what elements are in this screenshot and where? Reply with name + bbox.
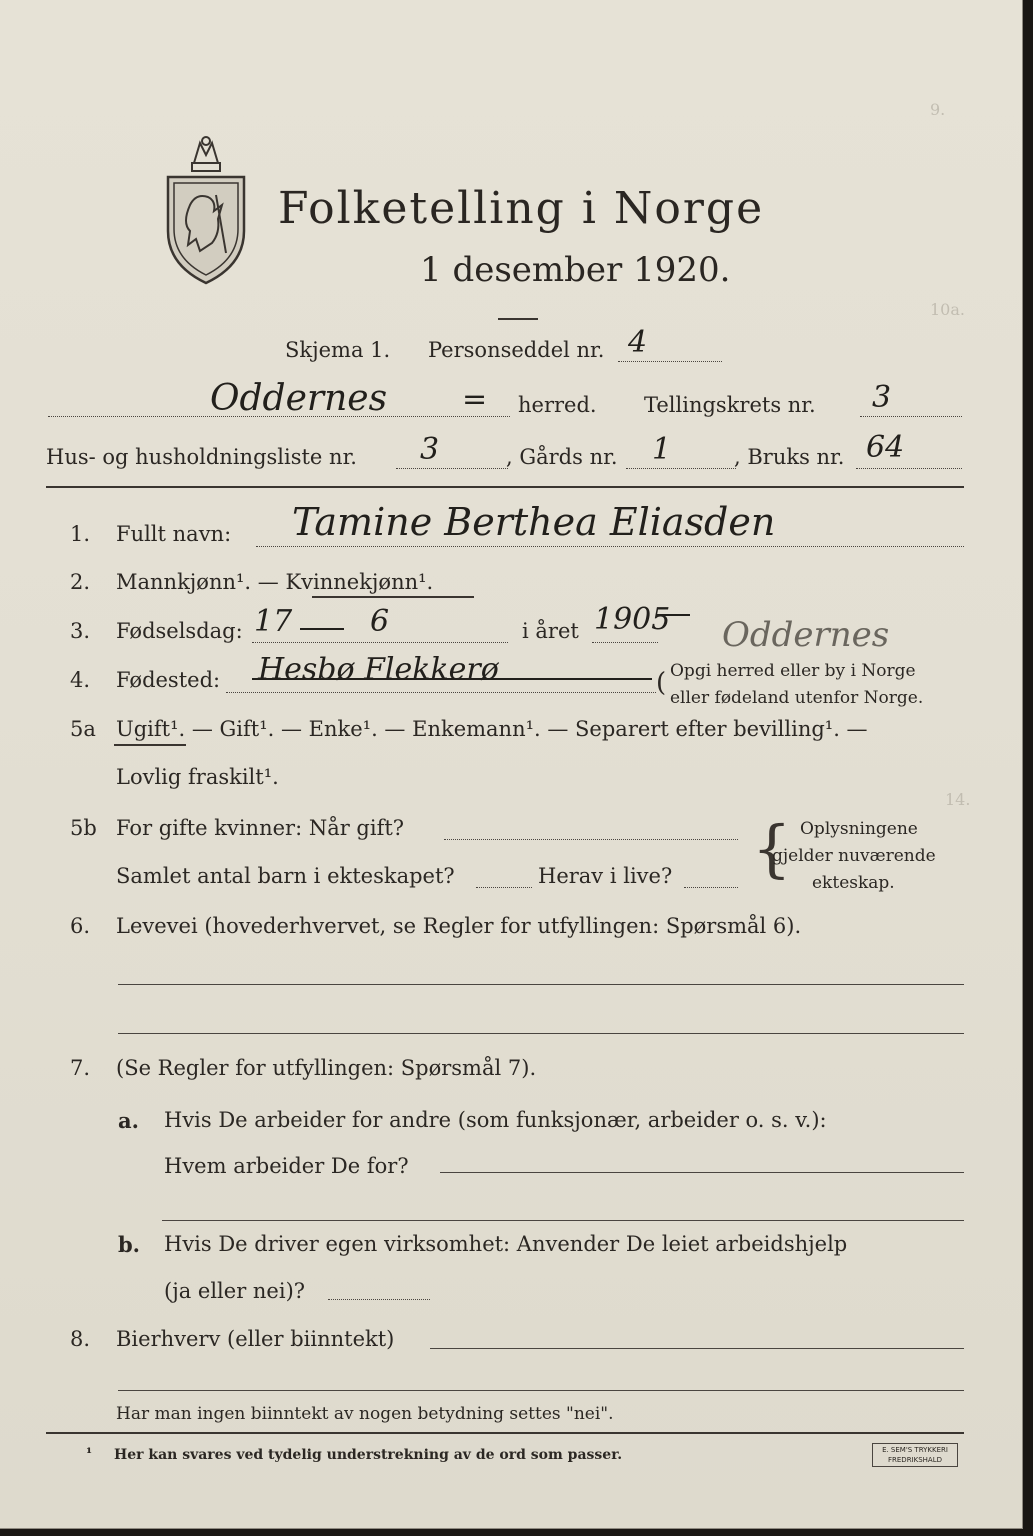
skjema-label: Skjema 1.: [285, 338, 391, 362]
q1-number: 1.: [70, 522, 91, 546]
q7a-letter: a.: [118, 1108, 139, 1133]
q5a-number: 5a: [70, 717, 96, 741]
q5b-note-line2: gjelder nuværende: [772, 846, 936, 866]
q4-number: 4.: [70, 668, 91, 692]
q5a-marital-options-cont: Lovlig fraskilt¹.: [116, 765, 279, 789]
birth-day-value[interactable]: 17: [254, 604, 293, 639]
personseddel-line: [618, 361, 722, 362]
q3-label: Fødselsdag:: [116, 619, 243, 643]
q7a-question: Hvis De arbeider for andre (som funksjonær, arbeider o. s. v.):: [164, 1108, 827, 1132]
full-name-value[interactable]: Tamine Berthea Eliasden: [292, 500, 776, 544]
q5b-number: 5b: [70, 816, 97, 840]
birth-year-flourish: [656, 614, 690, 616]
footnote-rule: [46, 1432, 964, 1434]
q5a-underline-ugift: [114, 744, 186, 746]
gards-label: , Gårds nr.: [506, 445, 618, 469]
q3-year-line: [592, 642, 658, 643]
birth-date-dash: [300, 628, 344, 630]
q5b-children-label: Samlet antal barn i ekteskapet?: [116, 864, 455, 888]
census-date: 1 desember 1920.: [420, 250, 731, 290]
bleed-through-text: 10a.: [930, 300, 965, 319]
hus-value[interactable]: 3: [420, 432, 440, 467]
q5b-alive-label: Herav i live?: [538, 864, 673, 888]
q3-line: [252, 642, 508, 643]
gards-value[interactable]: 1: [652, 432, 672, 467]
q4-label: Fødested:: [116, 668, 221, 692]
bleed-through-text: 14.: [945, 790, 971, 809]
bruks-value[interactable]: 64: [866, 430, 905, 465]
q5b-note-brace: {: [752, 812, 792, 885]
q5b-note-line3: ekteskap.: [812, 873, 895, 893]
q7b-yes-no-line[interactable]: [328, 1299, 430, 1300]
tellingskrets-label: Tellingskrets nr.: [644, 393, 816, 417]
q8-answer-line2[interactable]: [118, 1390, 964, 1391]
birth-month-value[interactable]: 6: [370, 604, 390, 639]
q5b-note-line1: Oplysningene: [800, 819, 918, 839]
q4-hint-line1: Opgi herred eller by i Norge: [670, 661, 916, 681]
title-divider: [498, 318, 538, 320]
form-title: Folketelling i Norge: [278, 183, 765, 234]
income-note: Har man ingen biinntekt av nogen betydning settes "nei".: [116, 1404, 614, 1424]
q8-label: Bierhverv (eller biinntekt): [116, 1327, 395, 1351]
q7b-letter: b.: [118, 1232, 140, 1257]
footnote-mark: ¹: [86, 1446, 93, 1462]
q5b-married-when-label: For gifte kvinner: Når gift?: [116, 816, 405, 840]
q7-number: 7.: [70, 1056, 91, 1080]
printer-stamp-text: E. SEM'S TRYKKERI FREDRIKSHALD: [882, 1446, 948, 1464]
footnote-text: Her kan svares ved tydelig understrekning av de ord som passer.: [114, 1447, 623, 1463]
tellingskrets-value[interactable]: 3: [872, 380, 892, 415]
q7b-question: Hvis De driver egen virksomhet: Anvender De leiet arbeidshjelp: [164, 1232, 848, 1256]
hus-label: Hus- og husholdningsliste nr.: [46, 445, 357, 469]
q5b-married-when-line: [444, 839, 738, 840]
q7a-employer-label: Hvem arbeider De for?: [164, 1154, 409, 1178]
q4-hint-brace: (: [656, 668, 667, 698]
q7-label: (Se Regler for utfyllingen: Spørsmål 7).: [116, 1056, 537, 1080]
q5b-alive-line: [684, 887, 738, 888]
birth-year-value[interactable]: 1905: [594, 602, 671, 637]
birthplace-value[interactable]: Hesbø Flekkerø: [258, 652, 499, 687]
personseddel-value[interactable]: 4: [628, 325, 648, 360]
hus-line: [396, 468, 508, 469]
herred-value[interactable]: Oddernes: [210, 378, 388, 419]
bruks-line: [856, 468, 962, 469]
personseddel-label: Personseddel nr.: [428, 338, 605, 362]
norway-coat-of-arms-icon: [160, 135, 252, 285]
bruks-label: , Bruks nr.: [734, 445, 845, 469]
q7a-employer-line[interactable]: [440, 1172, 964, 1173]
bleed-through-text: 9.: [930, 100, 946, 119]
q6-answer-line2[interactable]: [118, 1033, 964, 1034]
q8-answer-line1[interactable]: [430, 1348, 964, 1349]
q6-answer-line1[interactable]: [118, 984, 964, 985]
q7a-extra-line[interactable]: [162, 1220, 964, 1221]
q6-label: Levevei (hovederhvervet, se Regler for utfyllingen: Spørsmål 6).: [116, 914, 802, 938]
q4-line: [226, 692, 656, 693]
q2-underline-kvinnekjonn: [312, 596, 474, 598]
header-separator: [46, 486, 964, 488]
q2-gender-options: Mannkjønn¹. — Kvinnekjønn¹.: [116, 570, 434, 594]
herred-label: herred.: [518, 393, 597, 417]
herred-dash: =: [462, 382, 488, 417]
birthplace-annotation: Oddernes: [722, 615, 890, 655]
q7b-yes-no-label: (ja eller nei)?: [164, 1279, 306, 1303]
q6-number: 6.: [70, 914, 91, 938]
printer-stamp: [872, 1443, 958, 1467]
q4-hint-line2: eller fødeland utenfor Norge.: [670, 688, 924, 708]
q1-label: Fullt navn:: [116, 522, 232, 546]
q3-year-label: i året: [522, 619, 579, 643]
gards-line: [626, 468, 736, 469]
q2-number: 2.: [70, 570, 91, 594]
tellingskrets-line: [860, 416, 962, 417]
birthplace-strikethrough: [252, 678, 652, 680]
q3-number: 3.: [70, 619, 91, 643]
q5b-children-line: [476, 887, 532, 888]
q1-line: [256, 546, 964, 547]
q8-number: 8.: [70, 1327, 91, 1351]
q5a-marital-options: Ugift¹. — Gift¹. — Enke¹. — Enkemann¹. — Separert efter bevilling¹. —: [116, 717, 868, 741]
